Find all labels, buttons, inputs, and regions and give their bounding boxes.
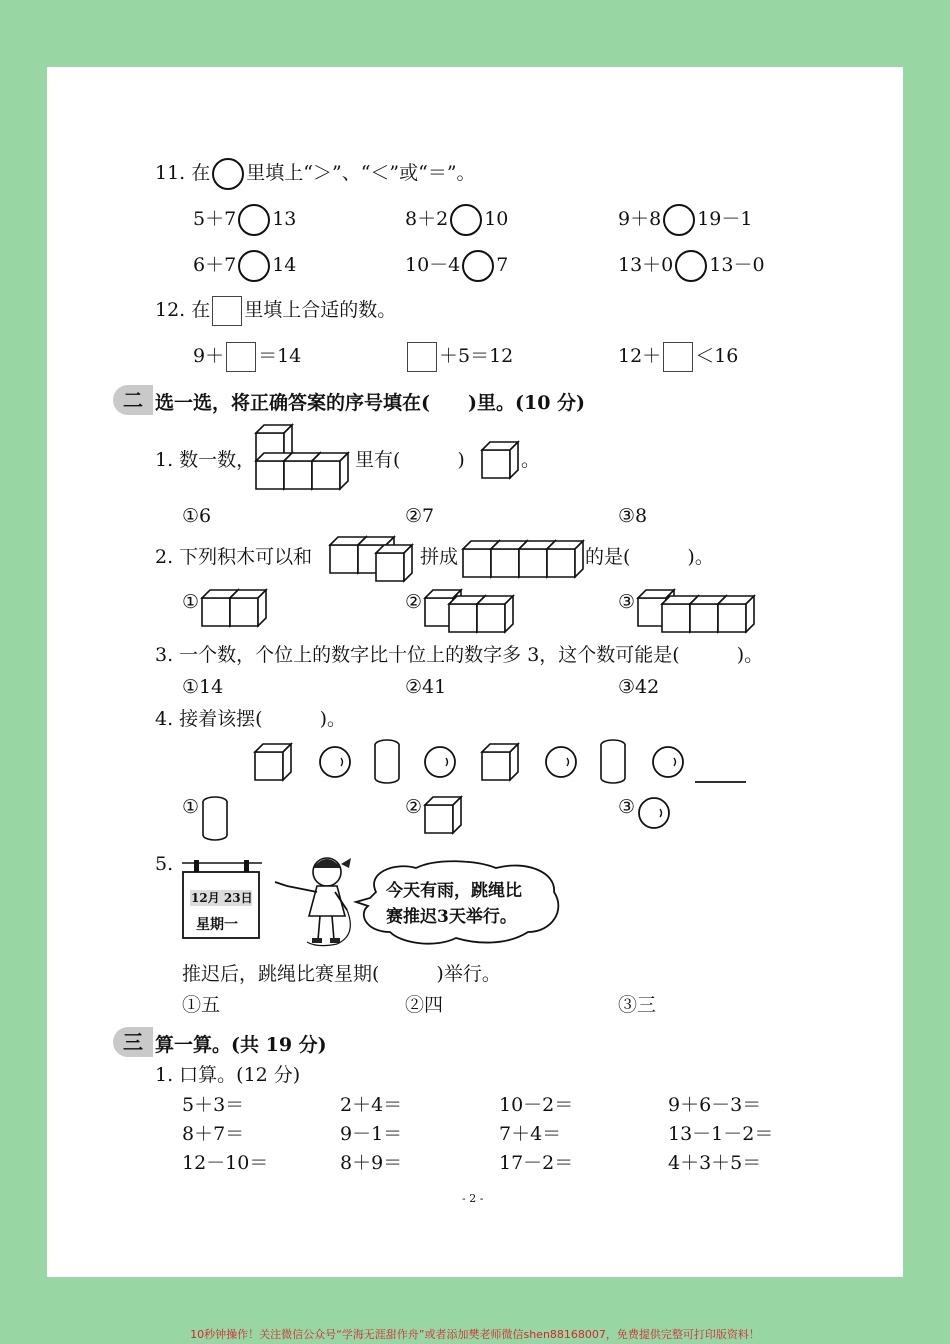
calc-item: 7＋4＝ [499, 1123, 562, 1145]
worksheet-page [47, 67, 903, 1277]
q11-item-1: 5＋7 13 [193, 204, 296, 236]
calc-item: 8＋9＝ [340, 1152, 403, 1174]
sample-circle [212, 158, 244, 190]
s2-q2-option-3[interactable]: ③ [618, 591, 636, 613]
q11-item-2: 8＋2 10 [405, 204, 508, 236]
q11-item-3: 9＋8 19－1 [618, 204, 752, 236]
calc-item: 5＋3＝ [182, 1094, 245, 1116]
cube-stack-figure [256, 425, 356, 495]
s2-q5-option-2[interactable]: ②四 [405, 994, 444, 1016]
answer-circle[interactable] [238, 250, 270, 282]
answer-circle[interactable] [663, 204, 695, 236]
answer-circle[interactable] [675, 250, 707, 282]
s2-q3-option-1[interactable]: ①14 [182, 676, 224, 698]
calendar-date: 12月 23日 [191, 891, 253, 905]
calc-item: 4＋3＋5＝ [668, 1152, 762, 1174]
s2-q2-option-2[interactable]: ② [405, 591, 423, 613]
answer-circle[interactable] [462, 250, 494, 282]
three-cube-option [425, 590, 517, 634]
q11-item-4: 6＋7 14 [193, 250, 296, 282]
q11-item-5: 10－4 7 [405, 250, 508, 282]
s2-q4-text: 4. 接着该摆( )。 [155, 708, 346, 730]
s2-q3-text: 3. 一个数，个位上的数字比十位上的数字多 3，这个数可能是( )。 [155, 644, 764, 666]
q12-instruction: 12. 在 里填上合适的数。 [155, 296, 396, 326]
s2-q2-option-1[interactable]: ① [182, 591, 200, 613]
calc-item: 9＋6－3＝ [668, 1094, 762, 1116]
single-cube-icon [482, 442, 522, 482]
speech-line-2: 赛推迟3天举行。 [386, 907, 517, 927]
shape-sequence [255, 740, 755, 786]
q11-instruction [155, 158, 476, 190]
s2-q4-option-2[interactable]: ② [405, 796, 423, 818]
q12-item-2: ＋5＝12 [405, 342, 513, 372]
answer-circle[interactable] [238, 204, 270, 236]
calc-item: 2＋4＝ [340, 1094, 403, 1116]
calc-item: 10－2＝ [499, 1094, 574, 1116]
cube-icon [425, 797, 465, 837]
section-3-badge: 三 [113, 1027, 153, 1057]
s3-sub-heading: 1. 口算。(12 分) [155, 1064, 301, 1086]
q12-item-3: 12＋ ＜16 [618, 342, 738, 372]
s2-q2-suffix: 的是( )。 [585, 546, 714, 568]
calc-item: 9－1＝ [340, 1123, 403, 1145]
answer-box[interactable] [663, 342, 693, 372]
s2-q5-number: 5. [155, 853, 174, 875]
s2-q5-option-1[interactable]: ①五 [182, 994, 221, 1016]
s2-q3-option-2[interactable]: ②41 [405, 676, 447, 698]
q11-item-6: 13＋0 13－0 [618, 250, 765, 282]
s2-q1-suffix: 。 [521, 449, 541, 471]
speech-line-1: 今天有雨，跳绳比 [386, 881, 522, 901]
cylinder-icon [202, 797, 232, 843]
four-cube-option [638, 590, 758, 634]
section-2-title: 选一选，将正确答案的序号填在( )里。(10 分) [155, 392, 586, 414]
s2-q1-prefix: 1. 数一数， [155, 449, 256, 471]
s2-q1-option-1[interactable]: ①6 [182, 505, 212, 527]
sphere-icon [638, 797, 674, 833]
calc-item: 12－10＝ [182, 1152, 269, 1174]
calc-item: 17－2＝ [499, 1152, 574, 1174]
calc-item: 13－1－2＝ [668, 1123, 774, 1145]
s2-q3-option-3[interactable]: ③42 [618, 676, 660, 698]
q12-item-1: 9＋ ＝14 [193, 342, 301, 372]
footer-banner: 10秒钟操作！关注微信公众号“学海无涯甜作舟”或者添加樊老师微信shen88168007，免费提供完整可打印版资料！ [190, 1328, 760, 1341]
s2-q1-middle: 里有( ) [355, 449, 465, 471]
s2-q4-option-1[interactable]: ① [182, 796, 200, 818]
q11-prefix: 11. 在 [155, 162, 211, 184]
s2-q5-question: 推迟后，跳绳比赛星期( )举行。 [182, 963, 501, 985]
sample-box [212, 296, 242, 326]
s2-q4-option-3[interactable]: ③ [618, 796, 636, 818]
section-3-title: 算一算。(共 19 分) [155, 1034, 327, 1056]
s2-q2-prefix: 2. 下列积木可以和 [155, 546, 313, 568]
q11-suffix: 里填上“＞”、“＜”或“＝”。 [246, 162, 476, 184]
s2-q1-option-3[interactable]: ③8 [618, 505, 648, 527]
two-cube-option [202, 590, 266, 630]
calc-item: 8＋7＝ [182, 1123, 245, 1145]
s2-q2-middle: 拼成 [420, 546, 459, 568]
section-2-badge: 二 [113, 385, 153, 415]
block-shape-figure [330, 537, 420, 582]
answer-box[interactable] [407, 342, 437, 372]
s2-q5-option-3[interactable]: ③三 [618, 994, 657, 1016]
page-number: - 2 - [462, 1192, 484, 1205]
girl-illustration [272, 852, 362, 952]
s2-q1-option-2[interactable]: ②7 [405, 505, 435, 527]
answer-box[interactable] [226, 342, 256, 372]
long-block-figure [463, 537, 583, 582]
calendar-weekday: 星期一 [196, 917, 238, 933]
answer-circle[interactable] [450, 204, 482, 236]
